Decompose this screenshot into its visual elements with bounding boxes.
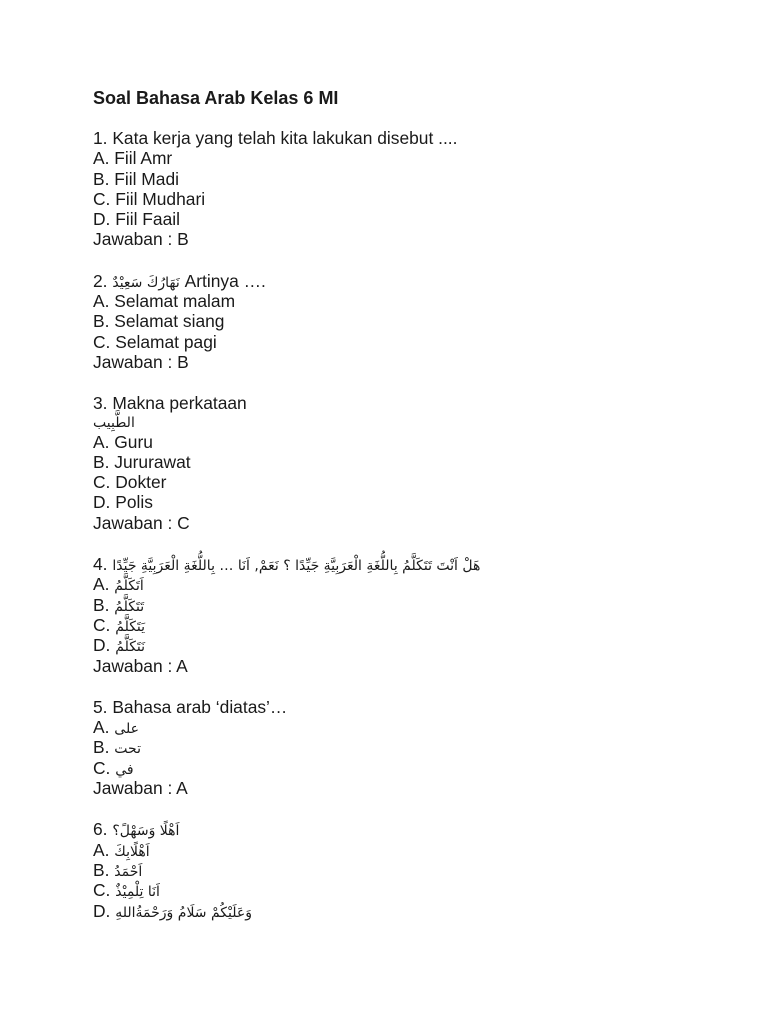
arabic-phrase: اَهْلًا وَسَهْلً؟: [112, 823, 180, 840]
option-arabic: اَتَكَلَّمُ: [114, 578, 144, 595]
option-a: [93, 840, 713, 860]
option-c: C. Selamat pagi: [93, 331, 217, 352]
question-text: 1. Kata kerja yang telah kita lakukan disebut ....: [93, 128, 458, 148]
question-text: 3. Makna perkataan: [93, 393, 247, 414]
question-5: [93, 697, 713, 798]
question-3: [93, 393, 713, 533]
arabic-phrase: نَهَارُكَ سَعِيْدٌ: [112, 274, 180, 291]
arabic-word-text: الطَّبِيب: [93, 414, 135, 431]
option-c: [93, 880, 713, 900]
option-a: A. Fiil Amr: [93, 148, 173, 169]
option-letter: B.: [93, 594, 110, 615]
option-d: [93, 901, 713, 921]
question-2: [93, 271, 713, 372]
question-number: 2.: [93, 270, 108, 291]
answer-key: Jawaban : C: [93, 512, 190, 533]
option-arabic: في: [115, 761, 134, 778]
option-a: A. Guru: [93, 431, 153, 452]
option-letter: A.: [93, 839, 110, 860]
question-number: 4.: [93, 554, 108, 575]
option-a: [93, 574, 713, 594]
option-letter: C.: [93, 880, 111, 901]
question-text: [93, 554, 713, 574]
answer-key: Jawaban : A: [93, 655, 188, 676]
option-arabic: تحت: [114, 741, 141, 758]
document-page: [93, 86, 713, 942]
document-title: Soal Bahasa Arab Kelas 6 MI: [93, 88, 339, 108]
option-letter: D.: [93, 635, 111, 656]
question-1: [93, 128, 713, 250]
option-b: B. Jururawat: [93, 451, 191, 472]
option-b: [93, 595, 713, 615]
option-b: [93, 737, 713, 757]
option-c: [93, 615, 713, 635]
question-suffix: Artinya ….: [184, 270, 266, 291]
answer-key: Jawaban : B: [93, 351, 189, 372]
option-letter: A.: [93, 717, 110, 738]
question-text: [93, 271, 713, 291]
option-a: [93, 717, 713, 737]
option-arabic: يَتَكَلَّمُ: [115, 618, 146, 635]
option-letter: D.: [93, 900, 111, 921]
option-arabic: على: [114, 721, 139, 738]
option-letter: B.: [93, 859, 110, 880]
question-4: [93, 554, 713, 676]
option-arabic: اَحْمَدُ: [114, 863, 143, 880]
option-letter: A.: [93, 574, 110, 595]
option-a: A. Selamat malam: [93, 291, 236, 312]
answer-key: Jawaban : B: [93, 229, 189, 250]
question-text: 5. Bahasa arab ‘diatas’…: [93, 696, 288, 717]
option-b: B. Selamat siang: [93, 311, 225, 332]
option-letter: B.: [93, 737, 110, 758]
option-arabic: تَتَكَلَّمُ: [114, 598, 145, 615]
option-c: C. Fiil Mudhari: [93, 188, 206, 209]
option-b: [93, 860, 713, 880]
option-d: D. Fiil Faail: [93, 209, 180, 230]
option-c: [93, 758, 713, 778]
question-6: [93, 819, 713, 920]
option-arabic: اَهْلًابِكَ: [114, 843, 150, 860]
arabic-word: [93, 414, 713, 432]
question-number: 6.: [93, 819, 108, 840]
option-b: B. Fiil Madi: [93, 168, 180, 189]
question-text: [93, 819, 713, 839]
option-letter: C.: [93, 614, 111, 635]
arabic-sentence: هَلْ اَنْتَ تَتَكَلَّمُ بِاللُّغَةِ الْعَرَبِيَّةِ جَيِّدًا ؟ نَعَمْ, اَنَا … بِاللُّغَةِ الْعَرَبِيَّةِ جَيِّدًا: [112, 558, 481, 575]
option-d: D. Polis: [93, 492, 153, 513]
option-arabic: نَتَكَلَّمُ: [115, 639, 146, 656]
option-d: [93, 635, 713, 655]
answer-key: Jawaban : A: [93, 778, 188, 799]
option-arabic: وَعَلَيْكُمْ سَلَامُ وَرَحْمَةُاللهِ: [115, 904, 252, 921]
option-letter: C.: [93, 757, 111, 778]
option-c: C. Dokter: [93, 472, 167, 493]
option-arabic: اَنَا تِلْمِيْذٌ: [115, 884, 160, 901]
